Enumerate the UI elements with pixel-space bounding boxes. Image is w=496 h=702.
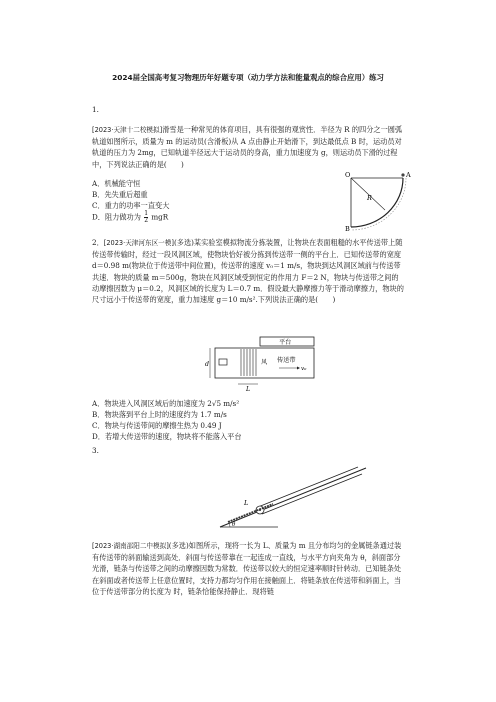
- q3-angle-arc: [229, 523, 230, 527]
- q2-source: [2023·天津河东区一模]: [103, 239, 174, 247]
- q2-option-c: C．物块与传送带间的摩擦生热为 0.49 J: [92, 421, 222, 430]
- q3-stem: [92, 540, 405, 597]
- q2-label-d: d: [205, 361, 209, 368]
- q1-label-o: O: [345, 171, 351, 179]
- q2-option-d: D．若增大传送带的速度，物块将不能落入平台: [92, 432, 242, 441]
- q2-label-belt: 传送带: [277, 357, 296, 364]
- q2-text: (多选)某实验室模拟物流分拣装置，让物块在表面粗糙的水平传送带上随传送带传输时，经过一段风洞区域，使物块恰好被分拣到传送带一侧的平台上．已知传送带的宽度 d＝0.98 m(物块位于传送带中间位置)，传送带的速度 v₀＝1 m/s，物块到达风洞区域前与传送带共速．物块的质量 m＝500g，物块在风洞区域受到恒定的作用力 F＝2 N，物块与传送带之间的动摩擦因数为 μ＝0.2，风洞区域的长度为 L＝0.7 m．假设最大静摩擦力等于滑动摩擦力，物块的尺寸远小于传送带的宽度，重力加速度 g＝10 m/s².下列说法正确的是( ): [92, 238, 404, 305]
- q1-option-c: C．重力的功率一直变大: [92, 201, 170, 210]
- q2-figure: [205, 336, 315, 392]
- q2-option-b: B．物块落到平台上时的速度约为 1.7 m/s: [92, 410, 227, 419]
- q3-source: [2023·湖南邵阳二中模拟]: [92, 542, 169, 550]
- q3-label-theta: θ: [232, 522, 236, 528]
- q1-source: [2023·天津十二校模拟]: [92, 126, 163, 134]
- q1-stem: [92, 124, 405, 170]
- q1-label-b: B: [345, 225, 350, 232]
- page-title: 2024届全国高考复习物理历年好题专项（动力学方法和能量观点的综合应用）练习: [112, 73, 384, 82]
- q2-label-wind: 风: [261, 359, 268, 366]
- q2-label-l: L: [246, 386, 251, 392]
- q1-option-d: D．阻力做功为 $\frac{1}{2}$ mgR: [92, 210, 169, 224]
- q3-chain: [228, 504, 273, 522]
- q1-option-a: A．机械能守恒: [92, 179, 141, 188]
- q3-belt-lower: [262, 474, 362, 514]
- q1-option-b: B．先失重后超重: [92, 190, 148, 199]
- q3-label-l: L: [244, 499, 249, 507]
- q1-skier-icon: [401, 173, 404, 176]
- q3-belt-upper: [258, 467, 358, 507]
- q2-stem: [92, 237, 405, 305]
- q1-number: 1.: [92, 105, 99, 114]
- q2-block: [219, 359, 227, 365]
- q3-text: (多选)如图所示，现将一长为 L、质量为 m 且分布均匀的金属链条通过装有传送带的斜面输送到高处．斜面与传送带靠在一起连成一直线，与水平方向夹角为 θ，斜面部分光滑，链条与传送带之间的动摩擦因数为常数．传送带以较大的恒定速率顺时针转动．已知链条处在斜面或者传送带上任意位置时，支持力都均匀作用在接触面上．将链条放在传送带和斜面上，当位于传送带部分的长度为 时，链条恰能保持静止．现将链: [92, 541, 402, 596]
- q1-label-a: A: [406, 171, 411, 179]
- q2-label-platform: 平台: [279, 339, 292, 346]
- q2-number: 2．: [92, 238, 104, 247]
- q3-number: 3.: [92, 446, 99, 455]
- q3-figure: [218, 466, 368, 530]
- q1-text: 滑雪是一种常见的体育项目，具有很强的观赏性．半径为 R 的四分之一圆弧轨道如图所示，质量为 m 的运动员(含滑板)从 A 点由静止开始滑下，到达最低点 B 时，运动员对轨道的压力为 2mg，已知轨道半径远大于运动员的身高，重力加速度为 g，则运动员下滑的过程中，下列说法正确的是( ): [92, 125, 403, 169]
- q1-figure: [345, 170, 425, 232]
- q2-option-a: A．物块进入风洞区域后的加速度为 2√5 m/s²: [92, 399, 240, 408]
- q3-incline: [220, 468, 366, 527]
- q1-fraction: $\frac{1}{2}$: [144, 210, 149, 224]
- q1-label-r: R: [367, 194, 372, 202]
- q2-label-v0: v₀: [301, 366, 307, 372]
